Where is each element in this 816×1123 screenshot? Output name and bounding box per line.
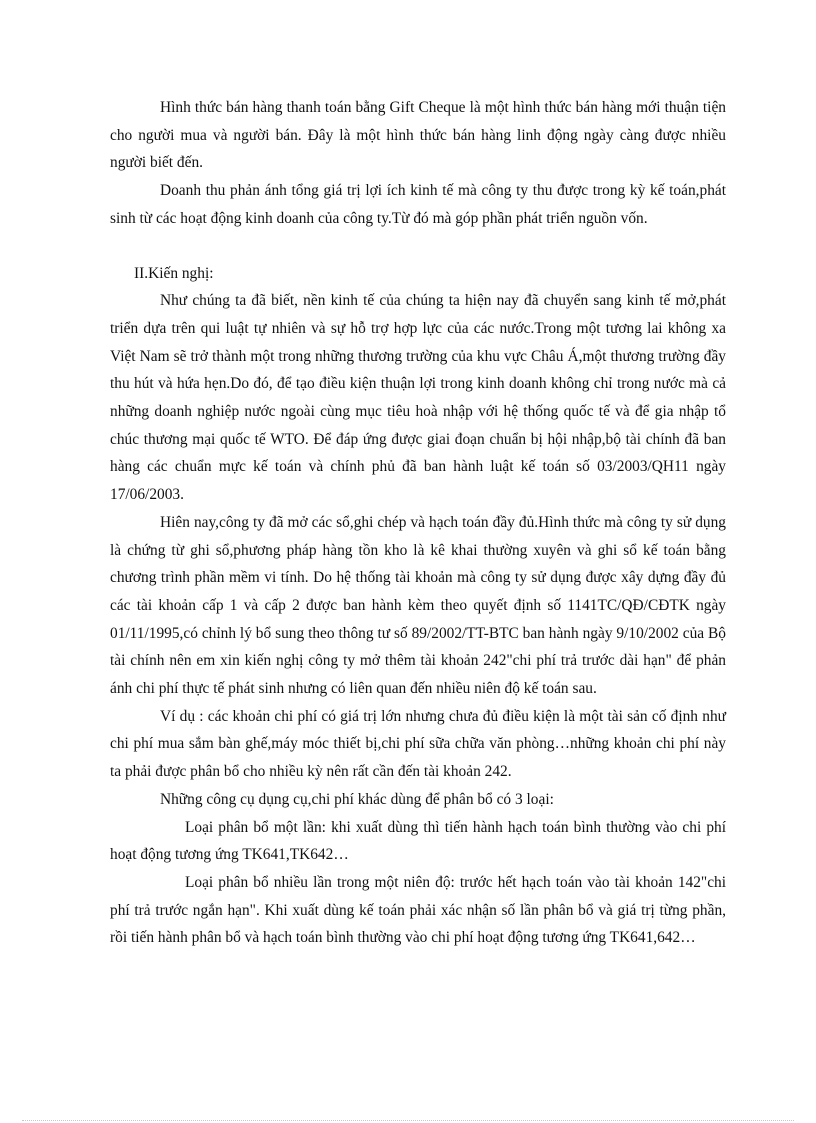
- paragraph-accounting-system: Hiên nay,công ty đã mở các sổ,ghi chép và hạch toán đầy đủ.Hình thức mà công ty sử dụng là chứng từ ghi sổ,phương pháp hàng tồn kho là kê khai thường xuyên và ghi sổ kế toán bằng chương trình phần mềm vi tính. Do hệ thống tài khoản mà công ty sử dụng được xây dựng đầy đủ các tài khoản cấp 1 và cấp 2 được ban hành kèm theo quyết định số 1141TC/QĐ/CĐTK ngày 01/11/1995,có chỉnh lý bổ sung theo thông tư số 89/2002/TT-BTC ban hành ngày 9/10/2002 của Bộ tài chính nên em xin kiến nghị công ty mở thêm tài khoản 242"chi phí trả trước dài hạn" để phản ánh chi phí thực tế phát sinh nhưng có liên quan đến nhiều niên độ kế toán sau.: [110, 513, 726, 698]
- page-bottom-border: [22, 1120, 794, 1121]
- paragraph-example: Ví dụ : các khoản chi phí có giá trị lớn nhưng chưa đủ điều kiện là một tài sản cố định như chi phí mua sắm bàn ghế,máy móc thiết bị,chi phí sữa chữa văn phòng…những khoản chi phí này ta phải được phân bổ cho nhiều kỳ nên rất cần đến tài khoản 242.: [110, 707, 726, 781]
- paragraph-economy: Như chúng ta đã biết, nền kinh tế của chúng ta hiện nay đã chuyển sang kinh tế mở,phát triển dựa trên qui luật tự nhiên và sự hỗ trợ hợp lực của các nước.Trong một tương lai không xa Việt Nam sẽ trở thành một trong những thương trường của khu vực Châu Á,một thương trường đầy thu hút và hứa hẹn.Do đó, để tạo điều kiện thuận lợi trong kinh doanh không chỉ trong nước mà cả những doanh nghiệp nước ngoài cùng mục tiêu hoà nhập với hệ thống quốc tế và để gia nhập tổ chúc thương mại quốc tế WTO. Để đáp ứng được giai đoạn chuẩn bị hội nhập,bộ tài chính đã ban hàng các chuẩn mực kế toán và chính phủ đã ban hành luật kế toán số 03/2003/QH11 ngày 17/06/2003.: [110, 292, 726, 504]
- section-heading: II.Kiến nghị:: [134, 264, 214, 282]
- paragraph-gift-cheque: Hình thức bán hàng thanh toán bằng Gift Cheque là một hình thức bán hàng mới thuận tiện cho người mua và người bán. Đây là một hình thức bán hàng linh động ngày càng được nhiều người biết đến.: [110, 99, 726, 172]
- list-item-allocation-multiple: Loại phân bổ nhiều lần trong một niên độ: trước hết hạch toán vào tài khoản 142"chi phí trả trước ngắn hạn". Khi xuất dùng kế toán phải xác nhận số lần phân bổ và giá trị từng phần, rồi tiến hành phân bổ và hạch toán bình thường vào chi phí hoạt động tương ứng TK641,642…: [110, 873, 726, 947]
- list-item-allocation-once: Loại phân bổ một lần: khi xuất dùng thì tiến hành hạch toán bình thường vào chi phí hoạt động tương ứng TK641,TK642…: [110, 818, 726, 864]
- paragraph-allocation-types: Những công cụ dụng cụ,chi phí khác dùng để phân bổ có 3 loại:: [160, 790, 554, 808]
- paragraph-revenue: Doanh thu phản ánh tổng giá trị lợi ích kinh tế mà công ty thu được trong kỳ kế toán,phát sinh từ các hoạt động kinh doanh của công ty.Từ đó mà góp phần phát triển nguồn vốn.: [110, 182, 726, 227]
- document-page: [110, 94, 726, 952]
